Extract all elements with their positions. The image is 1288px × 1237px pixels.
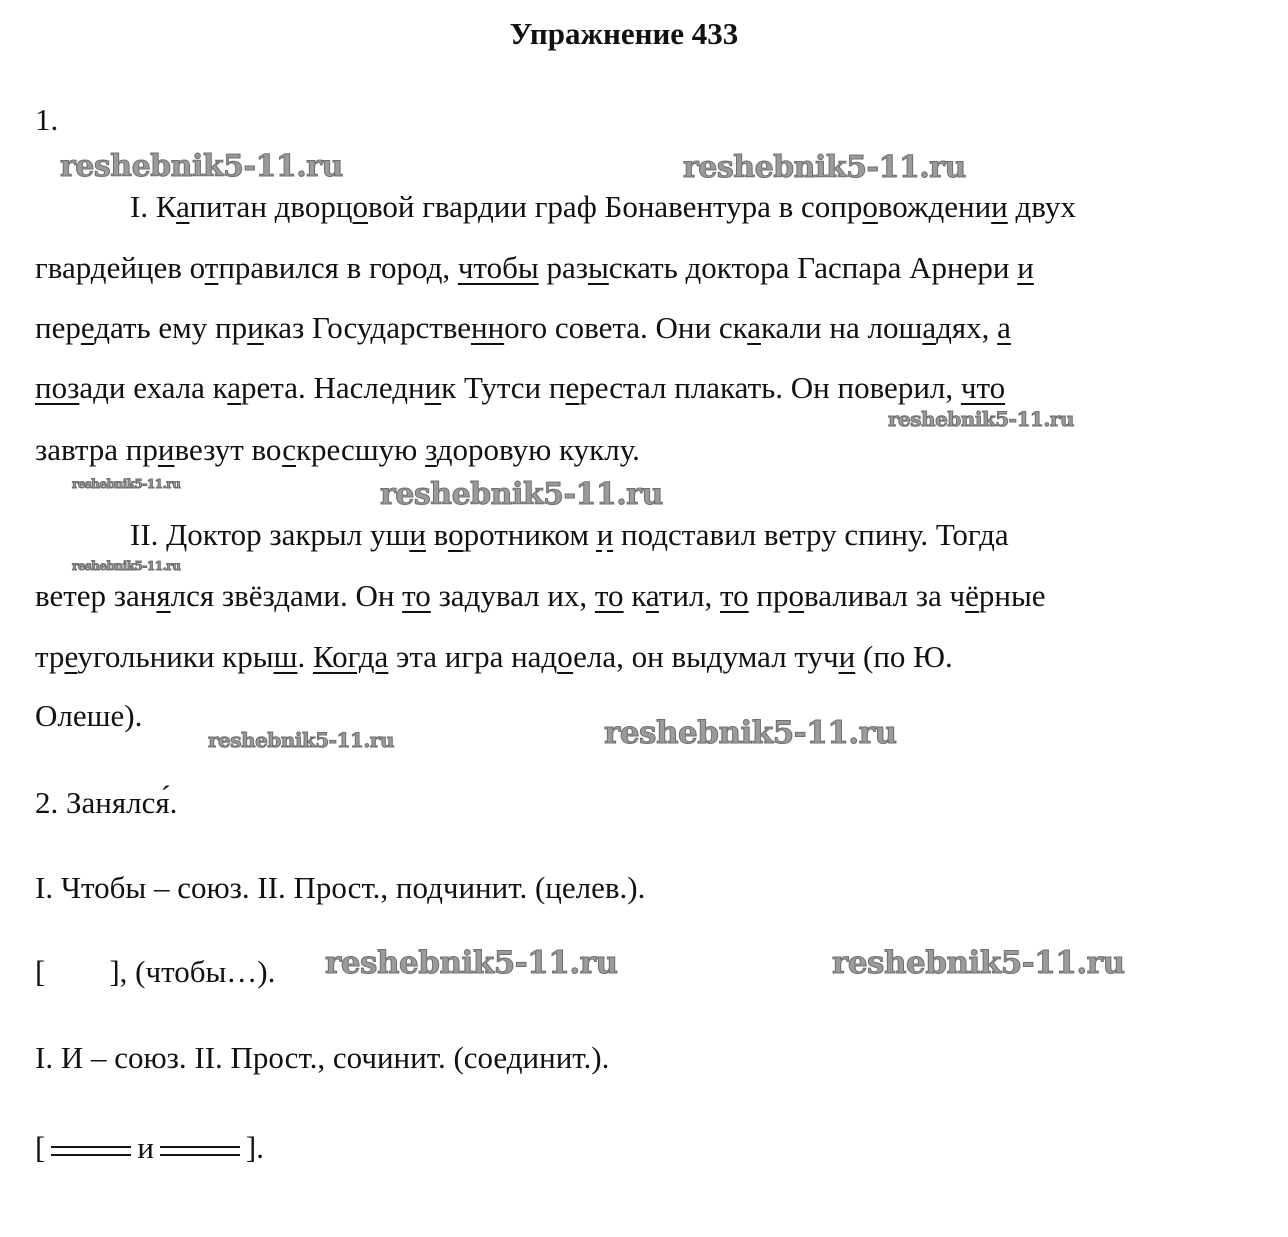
predicate-double-line [51, 1146, 131, 1156]
text-segment: правился в город, [218, 250, 458, 285]
underlined-segment: ш [273, 639, 298, 674]
scheme-1 [35, 954, 275, 990]
text-segment: валивал за ч [803, 578, 966, 613]
text-segment: дать ему пр [94, 310, 248, 345]
text-segment: тил, [658, 578, 720, 613]
text-segment: пер [35, 310, 81, 345]
text-segment: пр [748, 578, 789, 613]
text-segment: кресшую [295, 432, 426, 467]
text-line [130, 517, 1009, 553]
text-segment: везут во [174, 432, 283, 467]
underlined-segment: т [204, 250, 219, 285]
watermark: reshebnik5-11.ru [832, 945, 1125, 981]
underlined-segment: з [425, 432, 437, 467]
text-segment: раз [538, 250, 588, 285]
text-segment: I. К [130, 189, 177, 224]
underlined-segment: а [997, 310, 1011, 345]
text-segment: доровую куклу. [436, 432, 640, 467]
watermark: reshebnik5-11.ru [60, 149, 343, 184]
text-segment: к [623, 578, 646, 613]
text-segment: рета. Наследн [241, 370, 425, 405]
underlined-segment: чтобы [457, 250, 539, 285]
underlined-segment: ё [965, 578, 979, 613]
watermark: reshebnik5-11.ru [683, 150, 966, 185]
watermark: reshebnik5-11.ru [72, 477, 181, 491]
text-segment: ротником [463, 517, 597, 552]
watermark: reshebnik5-11.ru [380, 477, 663, 512]
text-segment: тр [35, 639, 65, 674]
underlined-segment: о [352, 189, 368, 224]
underlined-segment: и [596, 517, 614, 552]
text-segment: угольники кры [77, 639, 274, 674]
text-segment: ого совета. Они ск [504, 310, 748, 345]
underlined-segment: а [227, 370, 242, 405]
scheme-2-close: ]. [245, 1130, 264, 1165]
underlined-segment: е [64, 639, 78, 674]
analysis-2: I. И – союз. II. Прост., сочинит. (соединит.). [35, 1040, 610, 1075]
text-segment: (по Ю. [855, 639, 953, 674]
underlined-segment: и [838, 639, 856, 674]
text-line [35, 578, 1046, 614]
scheme-2-open: [ [35, 1130, 46, 1165]
underlined-segment: а [176, 189, 190, 224]
text-segment: . [297, 639, 313, 674]
text-segment: ветер зан [35, 578, 157, 613]
page-title: Упражнение 433 [509, 16, 739, 51]
underlined-segment: и [424, 370, 442, 405]
text-segment: дях, [936, 310, 998, 345]
underlined-segment: Когда [312, 639, 389, 674]
text-segment: двух [1007, 189, 1076, 224]
watermark: reshebnik5-11.ru [604, 715, 897, 751]
predicate-double-line [160, 1146, 240, 1156]
underlined-segment: нн [470, 310, 505, 345]
watermark: reshebnik5-11.ru [888, 407, 1074, 431]
underlined-segment: а [645, 578, 659, 613]
underlined-segment: е [565, 370, 580, 405]
text-line [130, 189, 1076, 225]
text-segment: лся звёздами. Он [170, 578, 403, 613]
underlined-segment: то [719, 578, 749, 613]
text-segment: Олеше). [35, 698, 143, 733]
underlined-segment: а [922, 310, 937, 345]
text-segment: гвардейцев о [35, 250, 205, 285]
underlined-segment: то [402, 578, 431, 613]
underlined-segment: и [991, 189, 1008, 224]
underlined-segment: о [788, 578, 804, 613]
text-segment: вождени [877, 189, 992, 224]
text-segment: вой гвардии граф Бонавентура в сопр [367, 189, 863, 224]
text-line [35, 698, 142, 734]
underlined-segment: то [594, 578, 624, 613]
scheme-1-open: [ [35, 954, 46, 989]
text-segment: питан дворц [189, 189, 353, 224]
watermark: reshebnik5-11.ru [325, 945, 618, 981]
text-segment: II. Доктор закрыл уш [130, 517, 410, 552]
text-segment: ела, он выдумал туч [573, 639, 839, 674]
underlined-segment: о [557, 639, 574, 674]
watermark: reshebnik5-11.ru [72, 559, 181, 573]
underlined-segment: е [80, 310, 95, 345]
text-segment: завтра пр [35, 432, 158, 467]
text-segment: кали на лош [760, 310, 923, 345]
scheme-2-mid: и [137, 1130, 154, 1165]
underlined-segment: что [960, 370, 1006, 405]
underlined-segment: и [247, 310, 264, 345]
text-segment: эта игра над [388, 639, 558, 674]
text-line [35, 250, 1034, 286]
text-segment: к Тутси п [441, 370, 566, 405]
underlined-segment: поз [35, 370, 80, 405]
text-line [35, 370, 1005, 406]
scheme-1-close: ], (чтобы…). [109, 954, 276, 989]
section-1-label: 1. [35, 102, 59, 137]
text-segment: каз Государстве [263, 310, 471, 345]
text-segment: задувал их, [430, 578, 595, 613]
underlined-segment: и [157, 432, 175, 467]
text-segment: в [425, 517, 449, 552]
scheme-2 [35, 1130, 264, 1166]
underlined-segment: и [1017, 250, 1034, 285]
underlined-segment: о [862, 189, 878, 224]
text-segment: ади ехала к [79, 370, 228, 405]
text-segment: скать доктора Гаспара Арнери [608, 250, 1018, 285]
text-segment: рные [978, 578, 1046, 613]
underlined-segment: ы [587, 250, 609, 285]
watermark: reshebnik5-11.ru [208, 728, 394, 752]
underlined-segment: я [156, 578, 171, 613]
text-line [35, 310, 1011, 346]
analysis-1: I. Чтобы – союз. II. Прост., подчинит. (целев.). [35, 870, 646, 905]
underlined-segment: а [747, 310, 761, 345]
stress-answer: 2. Занялся́. [35, 785, 178, 820]
text-segment: подставил ветру спину. Тогда [613, 517, 1009, 552]
underlined-segment: с [282, 432, 296, 467]
text-segment: рестал плакать. Он поверил, [579, 370, 961, 405]
text-line [35, 432, 640, 468]
underlined-segment: и [409, 517, 426, 552]
underlined-segment: о [448, 517, 464, 552]
text-line [35, 639, 953, 675]
